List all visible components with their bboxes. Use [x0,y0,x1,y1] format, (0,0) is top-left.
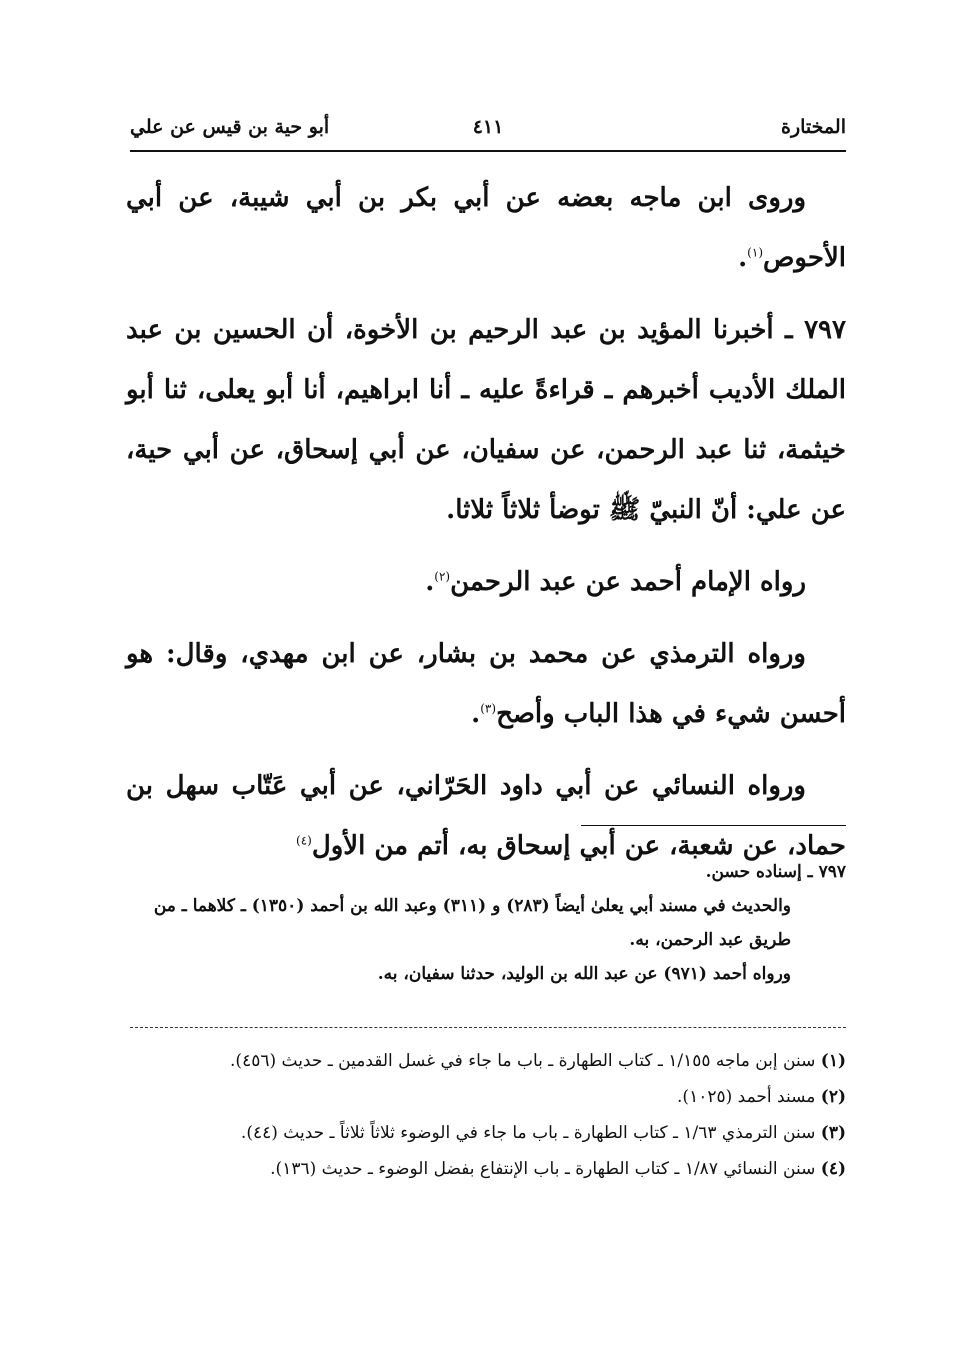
paragraph-1: وروى ابن ماجه بعضه عن أبي بكر بن أبي شيبة، عن أبي الأحوص$^{(١)}$. [126,183,846,273]
notes-divider [581,825,846,826]
paragraph-5: ورواه النسائي عن أبي داود الحَرّاني، عن أبي عَتّاب سهل بن حماد، عن شعبة، عن أبي إسحاق به، أتم من الأول$^{(٤)}$ [126,771,846,861]
footnote-1: (١) سنن إبن ماجه ١/١٥٥ ـ كتاب الطهارة ـ باب ما جاء في غسل القدمين ـ حديث (٤٥٦). [230,1051,846,1071]
paragraph-4: ورواه الترمذي عن محمد بن بشار، عن ابن مهدي، وقال: هو أحسن شيء في هذا الباب وأصح$^{(٣)}$. [126,639,846,729]
chapter-title: أبو حية بن قيس عن علي [130,116,330,138]
book-title: المختارة [781,116,846,138]
footnote-2: (٢) مسند أحمد (١٠٢٥). [677,1087,846,1107]
footnotes-divider [130,1027,846,1028]
paragraph-797: ٧٩٧ ـ أخبرنا المؤيد بن عبد الرحيم بن الأخوة، أن الحسين بن عبد الملك الأديب أخبرهم ـ قراءةً عليه ـ أنا ابراهيم، أنا أبو يعلى، ثنا أبو خيثمة، ثنا عبد الرحمن، عن سفيان، عن أبي إسحاق، عن أبي حية، عن علي: أنّ النبيّ ﷺ توضأ ثلاثاً ثلاثا. [126,315,846,525]
main-text [126,168,846,888]
paragraph-3: رواه الإمام أحمد عن عبد الرحمن$^{(٢)}$. [425,567,806,597]
page-number: ٤١١ [472,116,504,138]
footnote-ref-3: (٣) [480,701,497,716]
footnote-ref-2: (٢) [434,569,451,584]
footnote-3: (٣) سنن الترمذي ١/٦٣ ـ كتاب الطهارة ـ باب ما جاء في الوضوء ثلاثاً ثلاثاً ـ حديث (٤٤). [240,1123,846,1143]
footnote-ref-4: (٤) [296,833,312,848]
note-line: ٧٩٧ ـ إسناده حسن. [705,862,846,882]
footnote-ref-1: (١) [747,245,763,260]
editor-notes [120,855,846,991]
page-header [130,110,846,152]
note-line: والحديث في مسند أبي يعلىٰ أيضاً (٢٨٣) و (٣١١) وعبد الله بن أحمد (١٣٥٠) ـ كلاهما ـ من طريق عبد الرحمن، به. [153,896,791,950]
footnotes [120,1043,846,1187]
note-line: ورواه أحمد (٩٧١) عن عبد الله بن الوليد، حدثنا سفيان، به. [377,964,791,984]
footnote-4: (٤) سنن النسائي ١/٨٧ ـ كتاب الطهارة ـ باب الإنتفاع بفضل الوضوء ـ حديث (١٣٦). [270,1159,846,1179]
